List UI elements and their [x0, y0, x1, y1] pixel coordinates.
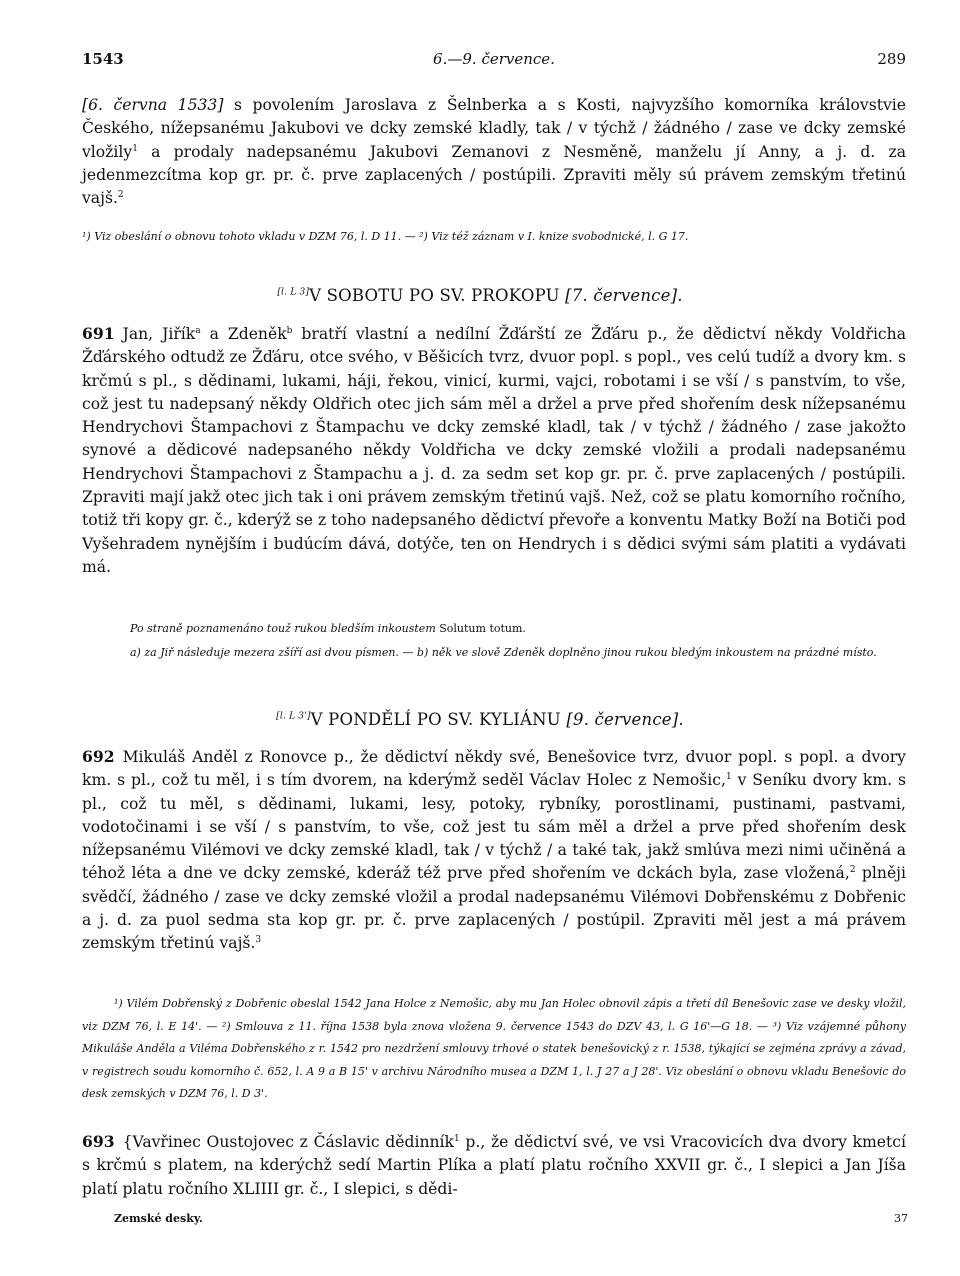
entry-692 [82, 745, 906, 956]
section-date: [7. července]. [565, 286, 683, 305]
text: Jan, Jiřík [122, 325, 196, 343]
footnotes-692: ¹) Vilém Dobřenský z Dobřenic obeslal 1542 Jana Holce z Nemošic, aby mu Jan Holec obnovil zápis a třetí díl Benešovic zase ve desky vložil, viz DZM 76, l. E 14'. — ²) Smlouva z 11. října 1538 byla znova vložena 9. července 1543 do DZV 43, l. G 16'—G 18. — ³) Viz vzájemné půhony Mikuláše Anděla a Viléma Dobřenského z r. 1542 pro nezdržení smlouvy trhové o statek benešovický z r. 1538, týkající se zejména zprávy a závad, v registrech soudu komorního č. 652, l. A 9 a B 15' v archivu Národního musea a DZM 1, l. J 27 a J 28'. Viz obeslání o obnovu vkladu Benešovic do desk zemských v DZM 76, l. D 3'. [82, 997, 906, 1100]
footnote-ref: 1 [132, 143, 138, 154]
margin-ref: [l. L 3] [277, 287, 310, 298]
text: bratří vlastní a nedílní Žďárští ze Žďáru p., že dědictví někdy Voldřicha Žďárského odtudž ze Žďáru, otce svého, v Běšicích tvrz, dvuor popl. s popl., ves celú tudíž a dvory km. s krčmú s pl., s dědinami, lukami, háji, řekou, vinicí, kurmi, vajci, robotami i se vší / s panstvím, to vše, což jest tu nadepsaný někdy Oldřich otec jich sám měl a držel a prve před shořením desk nížepsanému Hendrychovi Štampachovi z Štampachu ve dcky zemské kladl, tak / v týchž / žádného / zase jakožto synové a dědicové nadepsaného někdy Voldřicha ve dcky zemské vložili a prodali nadepsanému Hendrychovi Štampachovi z Štampachu a j. d. za sedm set kop gr. pr. č. prve zaplacených / postúpili. Zpraviti mají jakž otec jich tak i oni právem zemským třetinú vajš. Než, což se platu komorního ročního, totiž tři kopy gr. č., kderýž se z toho nadepsaného dědictví převoře a konventu Matky Boží na Botiči pod Vyšehradem nynějším i budúcím dává, dotýče, ten on Hendrych i s dědici svými sám platiti a vydávati má. [82, 325, 906, 576]
text: a Zdeněk [200, 325, 287, 343]
footnote-ref: 2 [117, 190, 124, 200]
page-footer [114, 1212, 908, 1232]
text: {Vavřinec Oustojovec z Čáslavic dědinník [122, 1133, 454, 1151]
footnotes-691: a) za Jiř následuje mezera zšíří asi dvou písmen. — b) něk ve slově Zdeněk doplněno jinou rukou bledým inkoustem na prázdné místo. [130, 646, 877, 659]
footnote-ref: 1 [725, 772, 732, 783]
text: p., že dědictví své, ve vsi Vracovicích dva dvory kmetcí s krčmú s platem, na kderýchž sedí Martin Plíka a platí platu ročního XXVII gr. č., I slepici a Jan Jíša platí platu ročního XLIIII gr. č., I slepici, s dědi- [82, 1133, 906, 1198]
entry-691 [82, 322, 906, 579]
entry-690-continuation [82, 94, 906, 210]
header-year: 1543 [82, 50, 124, 68]
header-dates: 6.—9. července. [433, 50, 555, 68]
entry-693 [82, 1130, 906, 1201]
text: Mikuláš Anděl z Ronovce p., že dědictví někdy své, Benešovice tvrz, dvuor popl. s popl. a dvory km. s pl., což tu měl, i s tím dvorem, na kderýmž seděl Václav Holec z Nemošic, [82, 748, 906, 790]
entry-number: 692 [82, 747, 115, 766]
section-date: [9. července]. [566, 710, 684, 729]
entry-number: 693 [82, 1132, 115, 1151]
section-title: V SOBOTU PO SV. PROKOPU [309, 286, 560, 305]
text: s povolením Jaroslava z Šelnberka a s Kosti, najvyzšího komorníka královstvie Českého, nížepsanému Jakubovi ve dcky zemské kladly, tak / v týchž / žádného / zase ve dcky zemské vložily [82, 96, 906, 161]
note-italic: Po straně poznamenáno touž rukou bledším inkoustem [130, 622, 436, 635]
entry-number: 691 [82, 324, 115, 343]
running-header [82, 50, 906, 74]
footer-title: Zemské desky. [114, 1212, 203, 1225]
footnotes-690: ¹) Viz obeslání o obnovu tohoto vkladu v DZM 76, l. D 11. — ²) Viz též záznam v I. knize svobodnické, l. G 17. [82, 230, 689, 243]
section-title: V PONDĚLÍ PO SV. KYLIÁNU [310, 710, 561, 729]
text: v Seníku dvory km. s pl., což tu měl, s dědinami, lukami, lesy, potoky, rybníky, porostlinami, pustinami, pastvami, vodotočinami i se vší / s panstvím, to vše, což jest tu sám měl a držel a prve před shořením desk nížepsanému Vilémovi ve dcky zemské kladl, tak / v týchž / a také tak, jakž smlúva mezi nimi učiněná a téhož léta a dne ve dcky zemské, kderáž též prve před shořením ve dckách byla, zase vložená, [82, 771, 906, 883]
footnote-ref: 1 [454, 1133, 460, 1144]
sheet-number: 37 [894, 1212, 908, 1225]
footnote-ref: 3 [255, 935, 262, 946]
marginal-note-691 [82, 618, 906, 641]
text: a prodaly nadepsanému Jakubovi Zemanovi z Nesměně, manželu jí Anny, a j. d. za jedenmezcítma kop gr. pr. č. prve zaplacených / postúpili. Zpraviti měly sú právem zemským třetinú vajš. [82, 142, 906, 208]
note-roman: Solutum totum. [435, 622, 526, 635]
footnote-ref: 2 [849, 865, 856, 876]
margin-ref: [l. L 3'] [276, 711, 311, 722]
page-number: 289 [877, 50, 906, 68]
date-bracket: [6. června 1533] [82, 96, 224, 114]
note-ref: a [195, 325, 201, 336]
text: plněji svědčí, žádného / zase ve dcky zemské vložil a prodal nadepsanému Vilémovi Dobřenskému z Dobřenic a j. d. za puol sedma sta kop gr. pr. č. prve zaplacených / postúpil. Zpraviti měl jest a má právem zemským třetinú vajš. [82, 864, 906, 953]
note-ref: b [286, 325, 293, 336]
section-heading-692 [0, 710, 960, 729]
section-heading-691 [0, 286, 960, 305]
